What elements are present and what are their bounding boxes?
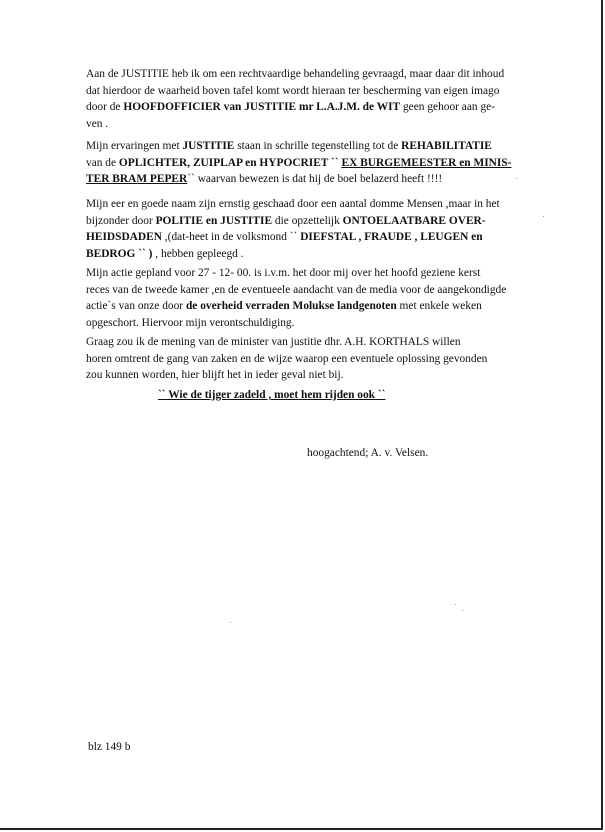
paragraph-5: [86, 334, 536, 384]
paragraph-line: dat hierdoor de waarheid boven tafel komt wordt hieraan ter bescherming van eigen imago: [86, 84, 500, 97]
paragraph-line: Mijn actie gepland voor 27 - 12- 00. is i.v.m. het door mij over het hoofd geziene kerst: [86, 267, 481, 279]
paragraph-line: opgeschort. Hiervoor mijn verontschuldiging.: [86, 316, 295, 329]
paragraph-line: door de HOOFDOFFICIER van JUSTITIE mr L.A.J.M. de WIT geen gehoor aan ge-: [86, 101, 495, 113]
paragraph-1: [86, 66, 536, 132]
paragraph-line: horen omtrent de gang van zaken en de wijze waarop een eventuele oplossing gevonden: [86, 352, 488, 365]
paragraph-line: van de OPLICHTER, ZUIPLAP en HYPOCRIET `` EX BURGEMEESTER en MINIS-: [86, 156, 512, 169]
scan-speck: [230, 622, 231, 623]
page-number: blz 149 b: [88, 741, 131, 753]
paragraph-2: [86, 138, 536, 188]
paragraph-line: Aan de JUSTITIE heb ik om een rechtvaardige behandeling gevraagd, maar daar dit inhoud: [86, 68, 505, 80]
underlined-text: EX BURGEMEESTER en MINIS-: [341, 156, 512, 169]
underlined-text: TER BRAM PEPER: [86, 173, 188, 185]
paragraph-line: Mijn eer en goede naam zijn ernstig geschaad door een aantal domme Mensen ,maar in het: [86, 198, 500, 210]
paragraph-line: bijzonder door POLITIE en JUSTITIE die opzettelijk ONTOELAATBARE OVER-: [86, 214, 486, 227]
paragraph-line: Graag zou ik de mening van de minister van justitie dhr. A.H. KORTHALS willen: [86, 336, 461, 348]
paragraph-line: TER BRAM PEPER`` waarvan bewezen is dat hij de boel belazerd heeft !!!!: [86, 173, 443, 185]
paragraph-4: [86, 265, 536, 331]
scan-speck: [516, 178, 517, 179]
scan-speck: [462, 610, 463, 611]
paragraph-line: Mijn ervaringen met JUSTITIE staan in schrille tegenstelling tot de REHABILITATIE: [86, 140, 492, 152]
paragraph-line: ven .: [86, 117, 109, 130]
paragraph-line: reces van de tweede kamer ,en de eventueele aandacht van de media voor de aangekondigde: [86, 283, 507, 296]
paragraph-3: [86, 196, 536, 262]
paragraph-line: actie`s van onze door de overheid verraden Molukse landgenoten met enkele weken: [86, 300, 482, 312]
signature: hoogachtend; A. v. Velsen.: [307, 447, 429, 459]
paragraph-line: HEIDSDADEN ,(dat-heet in de volksmond `` DIEFSTAL , FRAUDE , LEUGEN en: [86, 231, 483, 243]
paragraph-line: BEDROG `` ) , hebben gepleegd .: [86, 247, 244, 260]
quote-line: `` Wie de tijger zadeld , moet hem rijden ook ``: [158, 389, 386, 401]
bold-text: HOOFDOFFICIER van JUSTITIE mr L.A.J.M. de WIT: [123, 101, 401, 113]
scan-speck: [455, 604, 456, 605]
paragraph-line: zou kunnen worden, hier blijft het in ieder geval niet bij.: [86, 369, 344, 381]
scan-speck: [543, 216, 544, 217]
